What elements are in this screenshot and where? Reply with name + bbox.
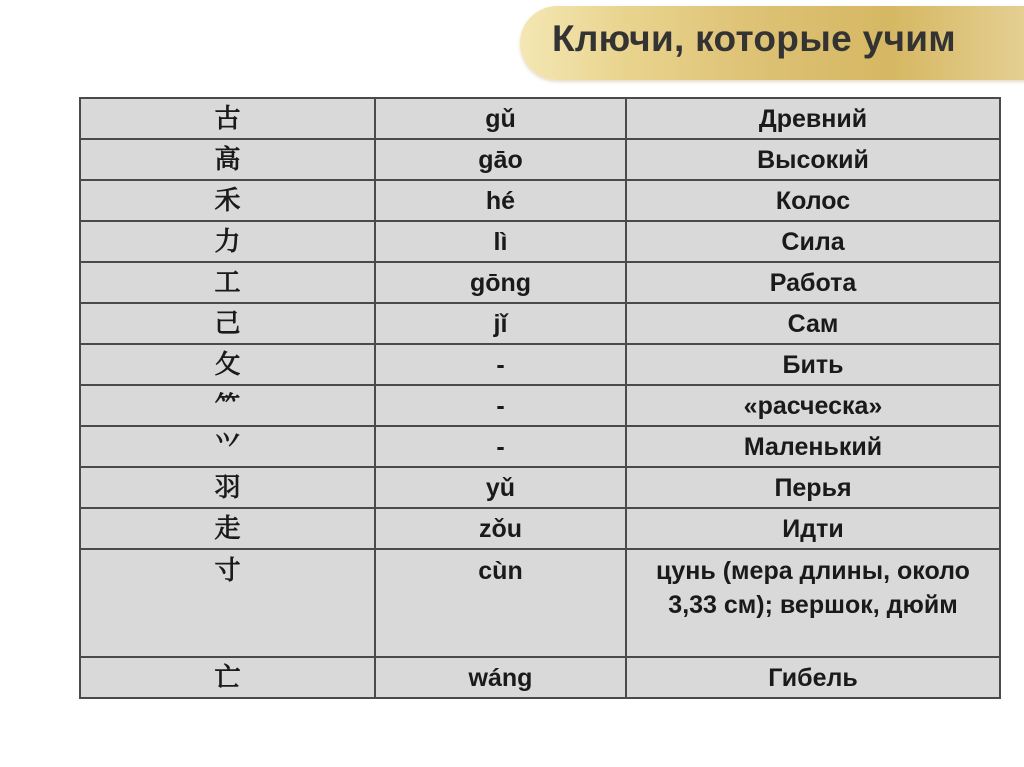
radical-char: 禾 bbox=[80, 180, 375, 221]
radical-pinyin: - bbox=[375, 385, 626, 426]
radical-meaning: цунь (мера длины, около 3,33 см); вершок, дюйм bbox=[626, 549, 1000, 657]
radical-pinyin: jǐ bbox=[375, 303, 626, 344]
radical-pinyin: cùn bbox=[375, 549, 626, 657]
radical-meaning: «расческа» bbox=[626, 385, 1000, 426]
radical-pinyin: zǒu bbox=[375, 508, 626, 549]
table-row bbox=[80, 98, 1000, 139]
table-row bbox=[80, 549, 1000, 657]
table-row bbox=[80, 262, 1000, 303]
radical-meaning: Работа bbox=[626, 262, 1000, 303]
table-row bbox=[80, 385, 1000, 426]
radical-pinyin: gǔ bbox=[375, 98, 626, 139]
table-row bbox=[80, 508, 1000, 549]
radical-meaning: Колос bbox=[626, 180, 1000, 221]
slide-title: Ключи, которые учим bbox=[552, 18, 956, 59]
radical-pinyin: gōng bbox=[375, 262, 626, 303]
radical-pinyin: gāo bbox=[375, 139, 626, 180]
radicals-table bbox=[79, 97, 1001, 699]
table-row bbox=[80, 303, 1000, 344]
radical-char: 工 bbox=[80, 262, 375, 303]
radical-pinyin: wáng bbox=[375, 657, 626, 698]
radical-char: 高 bbox=[80, 139, 375, 180]
radical-char: 羽 bbox=[80, 467, 375, 508]
radical-meaning: Маленький bbox=[626, 426, 1000, 467]
radical-meaning: Гибель bbox=[626, 657, 1000, 698]
radical-meaning: Идти bbox=[626, 508, 1000, 549]
radical-char: 力 bbox=[80, 221, 375, 262]
radical-char: 走 bbox=[80, 508, 375, 549]
table-row bbox=[80, 221, 1000, 262]
radical-meaning: Сам bbox=[626, 303, 1000, 344]
radical-meaning: Высокий bbox=[626, 139, 1000, 180]
radical-pinyin: - bbox=[375, 426, 626, 467]
radical-char: 古 bbox=[80, 98, 375, 139]
radical-meaning: Сила bbox=[626, 221, 1000, 262]
radical-meaning: Перья bbox=[626, 467, 1000, 508]
radical-char: 亡 bbox=[80, 657, 375, 698]
radical-char: 寸 bbox=[80, 549, 375, 657]
radical-pinyin: hé bbox=[375, 180, 626, 221]
radical-meaning: Древний bbox=[626, 98, 1000, 139]
radical-char: ⺮ bbox=[80, 385, 375, 426]
radical-char: 己 bbox=[80, 303, 375, 344]
radical-pinyin: - bbox=[375, 344, 626, 385]
table-row bbox=[80, 467, 1000, 508]
table-row bbox=[80, 139, 1000, 180]
table-row bbox=[80, 344, 1000, 385]
radical-meaning: Бить bbox=[626, 344, 1000, 385]
table-row bbox=[80, 657, 1000, 698]
radical-pinyin: lì bbox=[375, 221, 626, 262]
radical-char: 攵 bbox=[80, 344, 375, 385]
table-row bbox=[80, 180, 1000, 221]
radical-pinyin: yǔ bbox=[375, 467, 626, 508]
radical-char: ⺍ bbox=[80, 426, 375, 467]
table-row bbox=[80, 426, 1000, 467]
